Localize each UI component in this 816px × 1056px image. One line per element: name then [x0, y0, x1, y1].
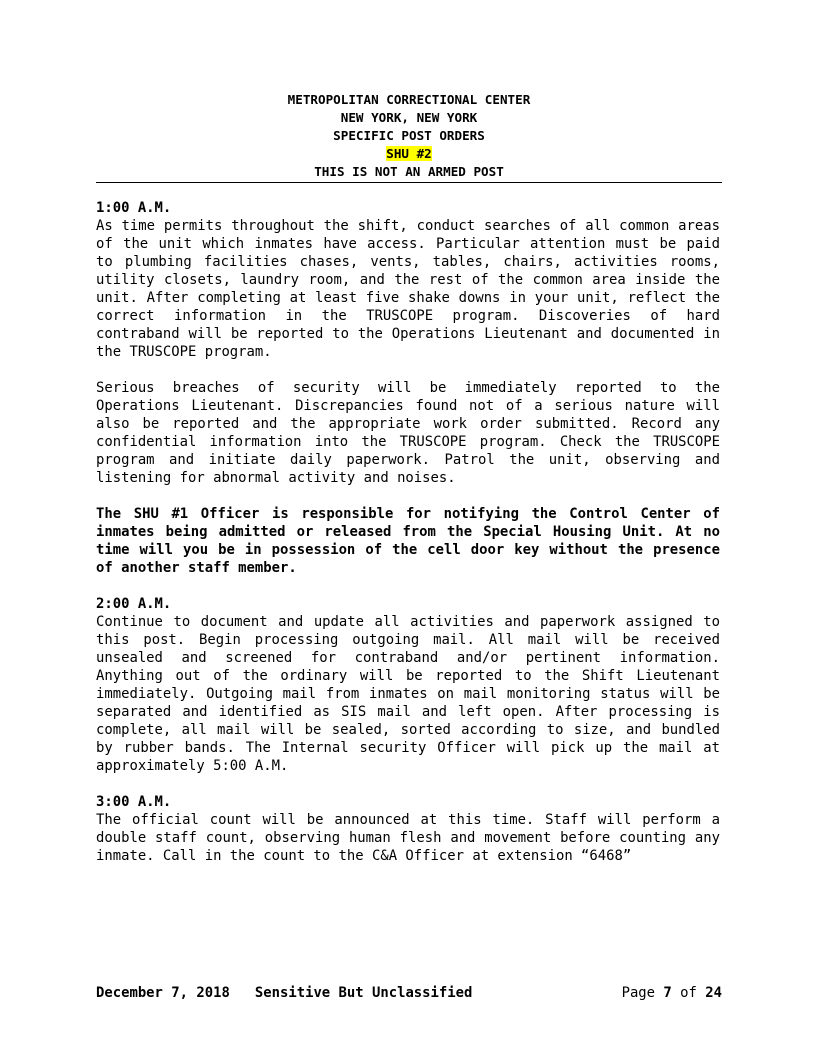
- page-number: Page 7 of 24: [621, 985, 722, 1001]
- paragraph-searches: As time permits throughout the shift, conduct searches of all common areas of the unit which inmates have access. Particular attention must be paid to plumbing facilities chases, vents, tables, chairs, activities rooms, utility closets, laundry room, and the rest of the common area inside the unit. After completing at least five shake downs in your unit, reflect the correct information in the TRUSCOPE program. Discoveries of hard contraband will be reported to the Operations Lieutenant and documented in the TRUSCOPE program.: [96, 218, 720, 360]
- paragraph-official-count: The official count will be announced at this time. Staff will perform a double staff count, observing human flesh and movement before counting any inmate. Call in the count to the C&A Officer at extension “6468”: [96, 812, 720, 864]
- footer-classification: Sensitive But Unclassified: [254, 985, 473, 1001]
- post-name-highlight: SHU #2: [386, 146, 432, 161]
- time-heading-2am: 2:00 A.M.: [96, 596, 172, 612]
- armed-post-notice: THIS IS NOT AN ARMED POST: [314, 164, 504, 179]
- page-footer: [96, 984, 722, 1002]
- footer-date: December 7, 2018: [96, 985, 230, 1001]
- header-divider: [96, 182, 722, 183]
- paragraph-mail-processing: Continue to document and update all activities and paperwork assigned to this post. Begin processing outgoing mail. All mail will be received unsealed and screened for contraband and/or pertinent information. Anything out of the ordinary will be reported to the Shift Lieutenant immediately. Outgoing mail from inmates on mail monitoring status will be separated and identified as SIS mail and left open. After processing is complete, all mail will be sealed, sorted according to size, and bundled by rubber bands. The Internal security Officer will pick up the mail at approximately 5:00 A.M.: [96, 614, 720, 774]
- post-order-header: [96, 91, 722, 181]
- document-body: [96, 199, 720, 865]
- institution-name: METROPOLITAN CORRECTIONAL CENTER: [287, 92, 531, 107]
- institution-location: NEW YORK, NEW YORK: [340, 110, 478, 125]
- document-type: SPECIFIC POST ORDERS: [333, 128, 485, 143]
- paragraph-control-center-notice: The SHU #1 Officer is responsible for notifying the Control Center of inmates being admitted or released from the Special Housing Unit. At no time will you be in possession of the cell door key without the presence of another staff member.: [96, 506, 720, 576]
- paragraph-security-breaches: Serious breaches of security will be immediately reported to the Operations Lieutenant. Discrepancies found not of a serious nature will also be reported and the appropriate work order submitted. Record any confidential information into the TRUSCOPE program. Check the TRUSCOPE program and initiate daily paperwork. Patrol the unit, observing and listening for abnormal activity and noises.: [96, 380, 720, 486]
- time-heading-3am: 3:00 A.M.: [96, 794, 172, 810]
- time-heading-1am: 1:00 A.M.: [96, 200, 172, 216]
